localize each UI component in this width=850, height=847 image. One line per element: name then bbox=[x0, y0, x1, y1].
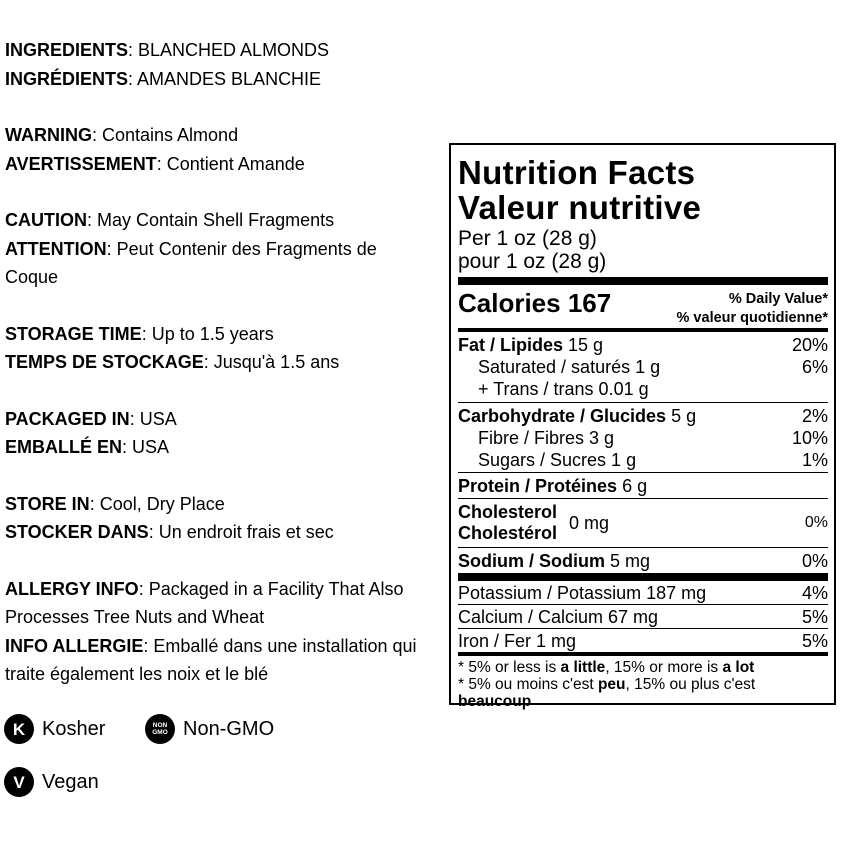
protein-label: Protein / Protéines bbox=[458, 476, 618, 496]
storage-line bbox=[5, 320, 445, 349]
cholesterol-row bbox=[458, 499, 828, 547]
caution-label: CAUTION bbox=[5, 210, 87, 230]
sugars-pct: 1% bbox=[801, 450, 828, 470]
ingredients-line bbox=[5, 36, 445, 65]
non-gmo-badge bbox=[145, 714, 274, 744]
allergy-group bbox=[5, 575, 430, 689]
calories-row bbox=[458, 285, 828, 328]
warning-group bbox=[5, 121, 445, 178]
non-gmo-icon-top: NON bbox=[152, 722, 168, 729]
caution-group bbox=[5, 206, 430, 292]
allergy-fr-value: : Emballé dans une installation qui traite également les noix et le blé bbox=[5, 635, 417, 684]
potassium-label: Potassium / Potassium 187 mg bbox=[458, 583, 707, 603]
saturated-pct: 6% bbox=[801, 357, 828, 377]
packaged-fr-value: : USA bbox=[122, 437, 170, 457]
carbohydrate-label: Carbohydrate / Glucides bbox=[458, 406, 667, 426]
fat-amount: 15 g bbox=[568, 335, 604, 355]
cholesterol-pct: 0% bbox=[804, 514, 828, 531]
calcium-label: Calcium / Calcium 67 mg bbox=[458, 607, 659, 627]
calcium-row bbox=[458, 605, 828, 628]
calcium-pct: 5% bbox=[801, 607, 828, 627]
store-line bbox=[5, 490, 445, 519]
product-info bbox=[5, 36, 445, 717]
warning-value: : Contains Almond bbox=[92, 125, 239, 145]
fibre-label: Fibre / Fibres 3 g bbox=[478, 428, 615, 448]
ingredients-fr-line bbox=[5, 65, 445, 94]
ingredients-fr-value: : AMANDES BLANCHIE bbox=[128, 68, 322, 89]
storage-fr-label: TEMPS DE STOCKAGE bbox=[5, 352, 204, 372]
daily-value-header bbox=[677, 290, 828, 328]
cholesterol-label-en: Cholesterol bbox=[458, 502, 558, 522]
certification-badges bbox=[4, 714, 444, 814]
ingredients-label: INGREDIENTS bbox=[5, 40, 129, 60]
storage-fr-line bbox=[5, 348, 445, 377]
packaged-fr-line bbox=[5, 433, 445, 462]
allergy-label: ALLERGY INFO bbox=[5, 578, 139, 599]
kosher-icon: K bbox=[4, 714, 34, 744]
serving-size-en: Per 1 oz (28 g) bbox=[458, 227, 597, 250]
calories-label: Calories 167 bbox=[458, 288, 612, 318]
allergy-line bbox=[5, 575, 430, 632]
allergy-fr-label: INFO ALLERGIE bbox=[5, 635, 144, 656]
footnote-en-lot: a lot bbox=[722, 659, 755, 676]
non-gmo-label: Non-GMO bbox=[183, 717, 275, 740]
nutrition-facts-panel bbox=[449, 143, 836, 710]
saturated-label: Saturated / saturés 1 g bbox=[478, 357, 661, 377]
storage-fr-value: : Jusqu'à 1.5 ans bbox=[203, 352, 340, 372]
iron-row bbox=[458, 629, 828, 652]
storage-group bbox=[5, 320, 445, 377]
store-label: STORE IN bbox=[5, 493, 90, 514]
sugars-label: Sugars / Sucres 1 g bbox=[478, 450, 637, 470]
daily-value-en: % Daily Value* bbox=[728, 291, 828, 307]
footnote bbox=[458, 656, 828, 710]
packaged-line bbox=[5, 405, 445, 434]
protein-row bbox=[458, 473, 828, 498]
non-gmo-icon bbox=[145, 714, 175, 744]
potassium-row bbox=[458, 581, 828, 604]
storage-label: STORAGE TIME bbox=[5, 323, 142, 344]
footnote-fr bbox=[458, 676, 828, 710]
non-gmo-icon-bottom: GMO bbox=[152, 729, 168, 736]
footnote-fr-beaucoup: beaucoup bbox=[458, 693, 532, 710]
footnote-fr-part: , 15% ou plus c'est bbox=[625, 676, 756, 693]
caution-value: : May Contain Shell Fragments bbox=[87, 210, 335, 230]
packaged-label: PACKAGED IN bbox=[5, 408, 130, 429]
divider-thick bbox=[458, 277, 828, 285]
sugars-row bbox=[458, 449, 828, 472]
packaged-fr-label: EMBALLÉ EN bbox=[5, 437, 122, 457]
cholesterol-label-fr: Cholestérol bbox=[458, 523, 558, 543]
protein-amount: 6 g bbox=[622, 476, 648, 496]
vegan-label: Vegan bbox=[42, 770, 99, 793]
kosher-badge bbox=[4, 714, 105, 744]
storage-value: : Up to 1.5 years bbox=[141, 323, 274, 344]
sodium-amount: 5 mg bbox=[610, 551, 651, 571]
nutrition-title-en: Nutrition Facts bbox=[458, 154, 696, 191]
fat-pct: 20% bbox=[791, 335, 828, 355]
footnote-en bbox=[458, 659, 828, 676]
allergy-fr-line bbox=[5, 632, 430, 689]
warning-line bbox=[5, 121, 445, 150]
footnote-fr-peu: peu bbox=[597, 676, 626, 693]
daily-value-fr: % valeur quotidienne* bbox=[676, 310, 828, 326]
store-fr-line bbox=[5, 518, 445, 547]
serving-size-fr: pour 1 oz (28 g) bbox=[458, 250, 607, 273]
warning-fr-label: AVERTISSEMENT bbox=[5, 153, 157, 174]
ingredients-fr-label: INGRÉDIENTS bbox=[5, 68, 129, 89]
store-value: : Cool, Dry Place bbox=[89, 493, 225, 514]
sodium-pct: 0% bbox=[801, 551, 828, 571]
store-group bbox=[5, 490, 445, 547]
caution-fr-line bbox=[5, 235, 430, 292]
iron-pct: 5% bbox=[801, 631, 828, 651]
fibre-row bbox=[458, 427, 828, 449]
carbohydrate-pct: 2% bbox=[801, 406, 828, 426]
sodium-label: Sodium / Sodium bbox=[458, 551, 605, 571]
allergy-value: : Packaged in a Facility That Also Processes Tree Nuts and Wheat bbox=[5, 578, 404, 627]
trans-label: + Trans / trans 0.01 g bbox=[478, 379, 649, 399]
footnote-en-little: a little bbox=[560, 659, 606, 676]
warning-label: WARNING bbox=[5, 125, 92, 145]
trans-row bbox=[458, 378, 828, 402]
warning-fr-value: : Contient Amande bbox=[156, 153, 305, 174]
caution-fr-label: ATTENTION bbox=[5, 238, 107, 259]
warning-fr-line bbox=[5, 150, 445, 179]
divider-thick bbox=[458, 573, 828, 581]
caution-line bbox=[5, 206, 430, 235]
caution-fr-value: : Peut Contenir des Fragments de Coque bbox=[5, 238, 377, 287]
packaged-value: : USA bbox=[129, 408, 177, 429]
fat-row bbox=[458, 332, 828, 356]
store-fr-label: STOCKER DANS bbox=[5, 522, 149, 542]
vegan-icon: V bbox=[4, 767, 34, 797]
cholesterol-labels bbox=[458, 502, 557, 544]
footnote-en-part: * 5% or less is bbox=[458, 659, 561, 676]
store-fr-value: : Un endroit frais et sec bbox=[148, 522, 334, 542]
footnote-en-part: , 15% or more is bbox=[605, 659, 723, 676]
sodium-row bbox=[458, 548, 828, 573]
fat-label: Fat / Lipides bbox=[458, 335, 564, 355]
nutrition-title-fr: Valeur nutritive bbox=[458, 189, 702, 226]
vegan-badge bbox=[4, 767, 99, 797]
packaged-group bbox=[5, 405, 445, 462]
ingredients-group bbox=[5, 36, 445, 93]
cholesterol-amount: 0 mg bbox=[569, 512, 610, 533]
ingredients-value: : BLANCHED ALMONDS bbox=[128, 40, 330, 60]
iron-label: Iron / Fer 1 mg bbox=[458, 631, 577, 651]
fibre-pct: 10% bbox=[791, 428, 828, 448]
footnote-fr-part: * 5% ou moins c'est bbox=[458, 676, 598, 693]
potassium-pct: 4% bbox=[801, 583, 828, 603]
carbohydrate-amount: 5 g bbox=[671, 406, 697, 426]
saturated-row bbox=[458, 356, 828, 378]
kosher-label: Kosher bbox=[42, 717, 106, 740]
carbohydrate-row bbox=[458, 403, 828, 427]
